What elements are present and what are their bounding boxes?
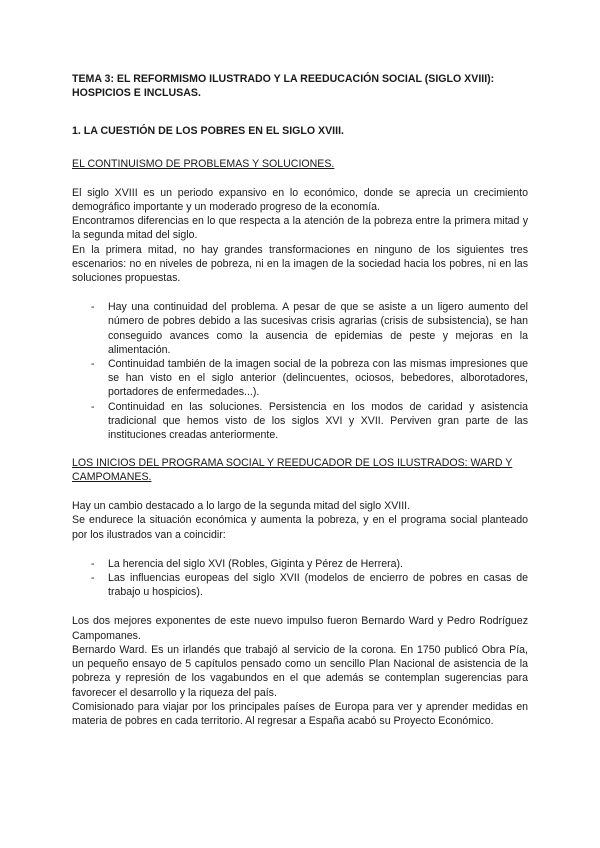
paragraph: El siglo XVIII es un periodo expansivo en lo económico, donde se aprecia un crecimiento demográfico importante y un moderado progreso de la economía. [72,186,528,214]
bullet-dash: - [91,572,95,585]
paragraph: Comisionado para viajar por los principales países de Europa para ver y aprender medidas en materia de pobres en cada territorio. Al regresar a España acabó su Proyecto Económico. [72,700,528,727]
bullet-list [72,300,528,442]
section-heading-ward-campomanes: LOS INICIOS DEL PROGRAMA SOCIAL Y REEDUCADOR DE LOS ILUSTRADOS: WARD Y CAMPOMANES. [72,457,513,484]
list-item-text: La herencia del siglo XVI (Robles, Giginta y Pérez de Herrera). [108,557,404,570]
list-item-text: Continuidad en las soluciones. Persistencia en los modos de caridad y asistencia tradicional que hemos visto de los siglos XVI y XVII. Perviven gran parte de las instituciones creadas anteriormente. [108,400,528,442]
section-heading-continuismo: EL CONTINUISMO DE PROBLEMAS Y SOLUCIONES. [72,157,335,170]
paragraph: Se endurece la situación económica y aumenta la pobreza, y en el programa social planteado por los ilustrados van a coincidir: [72,514,528,541]
list-item-text: Hay una continuidad del problema. A pesar de que se asiste a un ligero aumento del número de pobres debido a las sucesivas crisis agrarias (crisis de subsistencia), se han conseguido avances como la ausencia de epidemias de peste y mejoras en la alimentación. [108,301,528,356]
paragraph: Hay un cambio destacado a lo largo de la segunda mitad del siglo XVIII. [72,500,411,513]
bullet-dash: - [91,400,95,413]
list-item-text: Las influencias europeas del siglo XVII (modelos de encierro de pobres en casas de trabajo u hospicios). [108,572,528,599]
list-item [72,400,528,443]
list-item [72,357,528,400]
paragraph: Encontramos diferencias en lo que respecta a la atención de la pobreza entre la primera mitad y la segunda mitad del siglo. [72,215,528,242]
paragraph: Los dos mejores exponentes de este nuevo impulso fueron Bernardo Ward y Pedro Rodríguez Campomanes. [72,615,528,642]
document-title: TEMA 3: EL REFORMISMO ILUSTRADO Y LA REEDUCACIÓN SOCIAL (SIGLO XVIII): HOSPICIOS E INCLUSAS. [72,73,495,100]
bullet-dash: - [91,358,95,371]
bullet-list [72,557,528,600]
list-item [72,557,528,571]
document-page [72,72,528,728]
bullet-dash: - [91,557,95,570]
list-item [72,300,528,357]
list-item [72,571,528,599]
chapter-heading: 1. LA CUESTIÓN DE LOS POBRES EN EL SIGLO XVIII. [72,124,344,137]
bullet-dash: - [91,301,95,314]
list-item-text: Continuidad también de la imagen social de la pobreza con las mismas impresiones que se han visto en el siglo anterior (delincuentes, ociosos, bebedores, alborotadores, portadores de enfermedades...). [108,358,528,399]
paragraph: En la primera mitad, no hay grandes transformaciones en ninguno de los siguientes tres escenarios: no en niveles de pobreza, ni en la imagen de la sociedad hacia los pobres, ni en las soluciones propuestas. [72,243,528,285]
paragraph: Bernardo Ward. Es un irlandés que trabajó al servicio de la corona. En 1750 publicó Obra Pía, un pequeño ensayo de 5 capítulos pensado como un sencillo Plan Nacional de asistencia de la pobreza y represión de los vagabundos en el que además se contemplan sugerencias para favorecer el desarrollo y la riqueza del país. [72,643,528,699]
